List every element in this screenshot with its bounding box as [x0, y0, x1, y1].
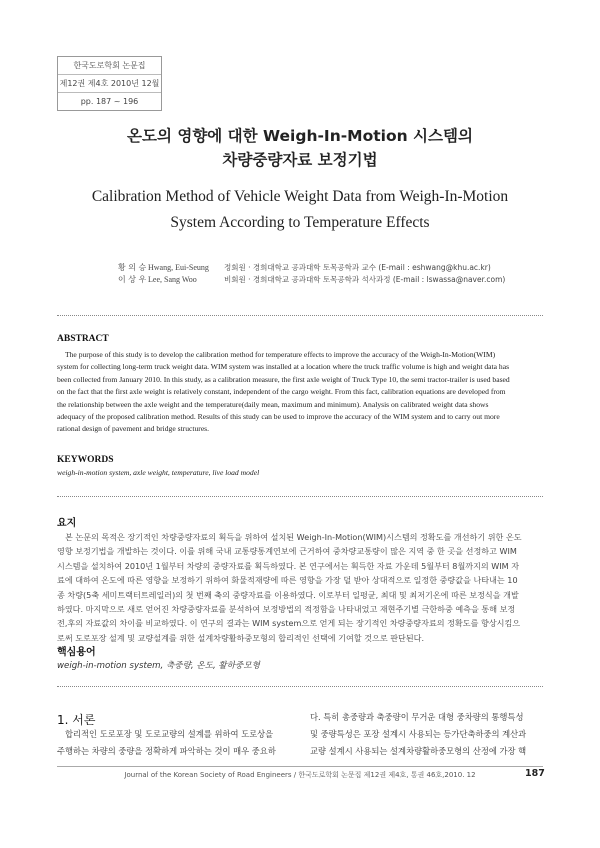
- author-affiliations: [224, 262, 505, 286]
- keywords-text: weigh-in-motion system, axle weight, temperature, live load model: [57, 468, 260, 477]
- korean-abstract-line: 본 논문의 목적은 장기적인 차량중량자료의 획득을 위하여 설치된 Weigh-In-Motion(WIM)시스템의 정확도를 개선하기 위한 온도: [65, 532, 522, 542]
- section-divider: [57, 315, 543, 316]
- title-english-line-2: System According to Temperature Effects: [170, 214, 430, 231]
- author-name-ko: 이 상 우: [118, 275, 147, 284]
- intro-heading: 1. 서론: [57, 713, 96, 727]
- author-affiliation: 정회원 · 경희대학교 공과대학 토목공학과 교수 (E-mail : eshwang@khu.ac.kr): [224, 263, 491, 272]
- section-divider: [57, 686, 543, 687]
- journal-info-box: [57, 56, 162, 111]
- journal-name: 한국도로학회 논문집: [58, 57, 161, 75]
- title-korean-line-2: 차량중량자료 보정기법: [222, 151, 378, 169]
- journal-pages: pp. 187 ~ 196: [80, 97, 139, 106]
- korean-keywords-text: weigh-in-motion system, 축중량, 온도, 활하중모형: [57, 661, 260, 671]
- journal-issue: 제12권 제4호 2010년 12월: [58, 75, 161, 93]
- abstract-line: on the fact that the first axle weight is relatively constant, independent of the cargo weight. From this fact, calibration equations are developed from: [57, 387, 506, 397]
- author-name-en: Lee, Sang Woo: [148, 275, 197, 284]
- intro-line: 및 중량특성은 포장 설계시 사용되는 등가단축하중의 계산과: [310, 729, 527, 739]
- intro-left-column: [57, 726, 276, 760]
- abstract-body: [57, 349, 543, 436]
- intro-line: 주행하는 차량의 중량을 정확하게 파악하는 것이 매우 중요하: [57, 746, 276, 756]
- korean-abstract-body: [57, 530, 543, 645]
- page-number: 187: [525, 768, 545, 779]
- title-korean-line-1: 온도의 영향에 대한 Weigh-In-Motion 시스템의: [127, 127, 473, 145]
- abstract-heading: ABSTRACT: [57, 334, 109, 344]
- abstract-line: been collected from January 2010. In this study, as a calibration measure, the first axle weight of Truck Type 10, the semi tractor-trailer is used based: [57, 374, 510, 384]
- author-name-ko: 황 의 승: [118, 263, 147, 272]
- intro-line: 다. 특히 총중량과 축중량이 무거운 대형 중차량의 통행특성: [310, 712, 524, 722]
- abstract-line: the relationship between the axle weight and the temperature(daily mean, maximum and minimum). Analysis on calibrated weight data shows: [57, 399, 489, 409]
- section-divider: [57, 496, 543, 497]
- author-names-korean: [118, 262, 146, 286]
- korean-abstract-line: 영향 보정기법을 개발하는 것이다. 이를 위해 국내 교통량통계연보에 근거하여 중차량교통량이 많은 지역 중 한 곳을 선정하고 WIM: [57, 546, 517, 557]
- abstract-line: adequacy of the proposed calibration method. Results of this study can be used to improve the accuracy of the WIM system and to carry out more: [57, 412, 500, 422]
- author-name-en: Hwang, Eui-Seung: [148, 263, 209, 272]
- abstract-line: The purpose of this study is to develop the calibration method for temperature effects to improve the accuracy of the Weigh-In-Motion(WIM): [65, 350, 496, 359]
- intro-right-column: [310, 709, 526, 760]
- abstract-line: rational design of pavement and bridge structures.: [57, 424, 210, 434]
- author-affiliation: 비회원 · 경희대학교 공과대학 토목공학과 석사과정 (E-mail : lswassa@naver.com): [224, 275, 506, 284]
- intro-line: 교량 설계시 사용되는 설계차량활하중모형의 산정에 가장 핵: [310, 746, 527, 756]
- korean-keywords-heading: 핵심용어: [57, 647, 96, 658]
- korean-abstract-heading: 요지: [57, 518, 77, 529]
- korean-abstract-line: 하였다. 마지막으로 새로 얻어진 차량중량자료를 분석하여 보정방법의 적정함을 나타내었고 재현주기별 극한하중 예측을 통해 보정: [57, 604, 516, 615]
- korean-abstract-line: 종 차량(5축 세미트랙터트레일러)의 첫 번째 축의 중량자료를 이용하였다. 이로부터 일평균, 최대 및 최저기온에 따른 보정식을 개발: [57, 589, 519, 600]
- korean-abstract-line: 시스템을 설치하여 2010년 1월부터 차량의 중량자료를 획득하였다. 본 연구에서는 획득한 자료 가운데 5월부터 8월까지의 WIM 자: [57, 560, 520, 571]
- abstract-line: system for collecting long-term truck weight data. WIM system was installed at a location where the truck traffic volume is high and weight data has: [57, 362, 510, 372]
- title-english-line-1: Calibration Method of Vehicle Weight Data from Weigh-In-Motion: [91, 188, 509, 205]
- footer-citation: Journal of the Korean Society of Road Engineers / 한국도로학회 논문집 제12권 제4호, 통권 46호,2010. 12: [124, 771, 476, 779]
- intro-line: 합리적인 도로포장 및 도로교량의 설계를 위하여 도로상을: [65, 729, 274, 739]
- author-names-english: [148, 262, 209, 286]
- korean-abstract-line: 전,후의 자료값의 차이를 비교하였다. 이 연구의 결과는 WIM system으로 얻게 되는 장기적인 차량중량자료의 정확도를 향상시킴으: [57, 618, 521, 629]
- korean-abstract-line: 료에 대하여 온도에 따른 영향을 보정하기 위하여 화물적재량에 따른 영향을 가장 덜 받아 상대적으로 일정한 중량값을 나타내는 10: [57, 575, 518, 586]
- keywords-heading: KEYWORDS: [57, 455, 114, 465]
- korean-abstract-line: 로써 도로포장 설계 및 교량설계를 위한 설계차량활하중모형의 합리적인 선택에 기여할 것으로 판단된다.: [57, 632, 425, 643]
- footer-rule: [57, 766, 543, 767]
